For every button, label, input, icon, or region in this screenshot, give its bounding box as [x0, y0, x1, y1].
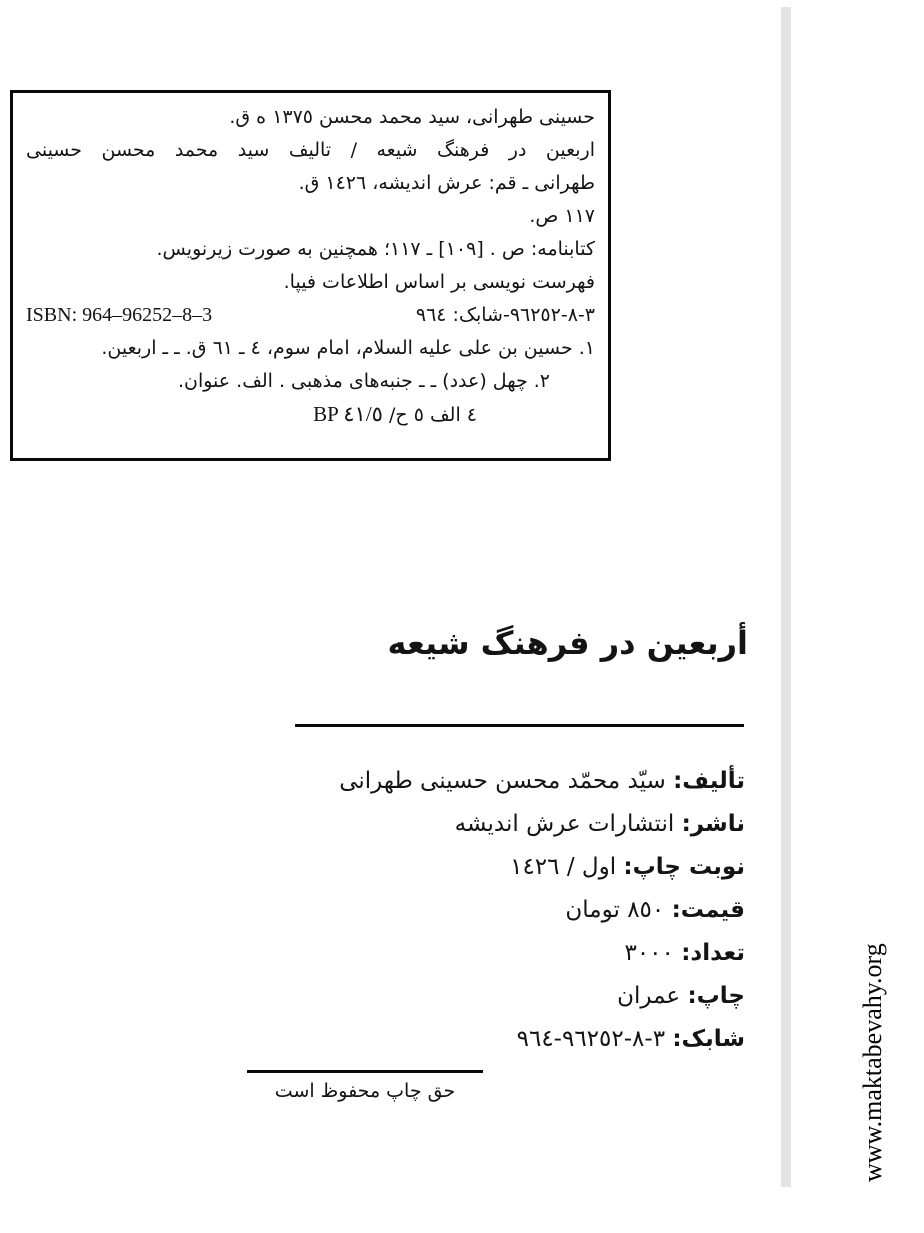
cip-subject-entry-2: ٢. چهل (عدد) ـ ـ جنبه‌هاى مذهبى . الف. عنوان. — [177, 370, 550, 392]
detail-value: ٩٦٤‎-‎٩٦٢٥٢‎-‎٨‎-‎٣ — [516, 1026, 666, 1052]
title-divider-line — [295, 724, 744, 727]
detail-row-price — [339, 889, 745, 932]
isbn-persian: شابک: ٩٦٤‎-‎٩٦٢٥٢‎-‎٨‎-‎٣ — [415, 304, 595, 326]
copyright-divider-line — [247, 1070, 483, 1073]
publication-details — [339, 760, 745, 1061]
cip-call-number — [26, 398, 595, 432]
call-number-cutter: ٤ الف ٥ ح/ — [389, 404, 477, 426]
detail-row-author — [339, 760, 745, 803]
copyright-notice: حق چاپ محفوظ است — [274, 1080, 456, 1102]
detail-label: شابک: — [672, 1026, 745, 1052]
detail-label: تعداد: — [681, 940, 745, 966]
call-number-class: BP ٤١/٥ — [313, 402, 383, 426]
page-binding-bar — [781, 7, 791, 1187]
cip-catalog-box — [10, 90, 611, 461]
cip-title-line-2: طهرانى ـ قم: عرش انديشه، ١٤٢٦ ق. — [298, 172, 595, 194]
cip-fipa-line: فهرست نويسى بر اساس اطلاعات فيپا. — [283, 271, 595, 293]
cip-subject-entry-1: ١. حسين بن على عليه السلام، امام سوم، ٤ ـ ٦١ ق. ـ ـ اربعين. — [101, 337, 595, 359]
page-title: أربعين در فرهنگ شيعه — [387, 624, 748, 662]
detail-label: ناشر: — [681, 811, 745, 837]
cip-author-line: حسينى طهرانى، سيد محمد محسن ١٣٧٥ ه ق. — [229, 106, 595, 128]
detail-row-publisher — [339, 803, 745, 846]
detail-value: انتشارات عرش انديشه — [454, 811, 675, 837]
detail-row-copies — [339, 932, 745, 975]
detail-value: سيّد محمّد محسن حسينى طهرانى — [339, 768, 666, 794]
detail-row-printer — [339, 975, 745, 1018]
detail-value: اول / ١٤٢٦ — [510, 854, 617, 880]
cip-pages-line: ١١٧ ص. — [529, 205, 595, 227]
isbn-latin: ISBN: 964–96252–8–3 — [26, 304, 213, 326]
cip-isbn-row — [26, 299, 595, 332]
detail-label: نوبت چاپ: — [623, 854, 745, 880]
detail-label: چاپ: — [687, 983, 745, 1009]
detail-row-isbn — [339, 1018, 745, 1061]
website-url-text: www.maktabevahy.org — [858, 943, 887, 1182]
detail-value: ٨٥٠ تومان — [565, 897, 665, 923]
detail-value: عمران — [617, 983, 681, 1009]
cip-title-line-1: اربعين در فرهنگ شيعه / تاليف سيد محمد محسن حسينى — [26, 139, 595, 161]
detail-value: ٣٠٠٠ — [624, 940, 674, 966]
detail-label: قيمت: — [671, 897, 745, 923]
detail-row-edition — [339, 846, 745, 889]
cip-bibliography-line: كتابنامه: ص . [١٠٩] ـ ١١٧؛ همچنين به صورت زيرنويس. — [156, 238, 595, 260]
detail-label: تأليف: — [673, 768, 745, 794]
